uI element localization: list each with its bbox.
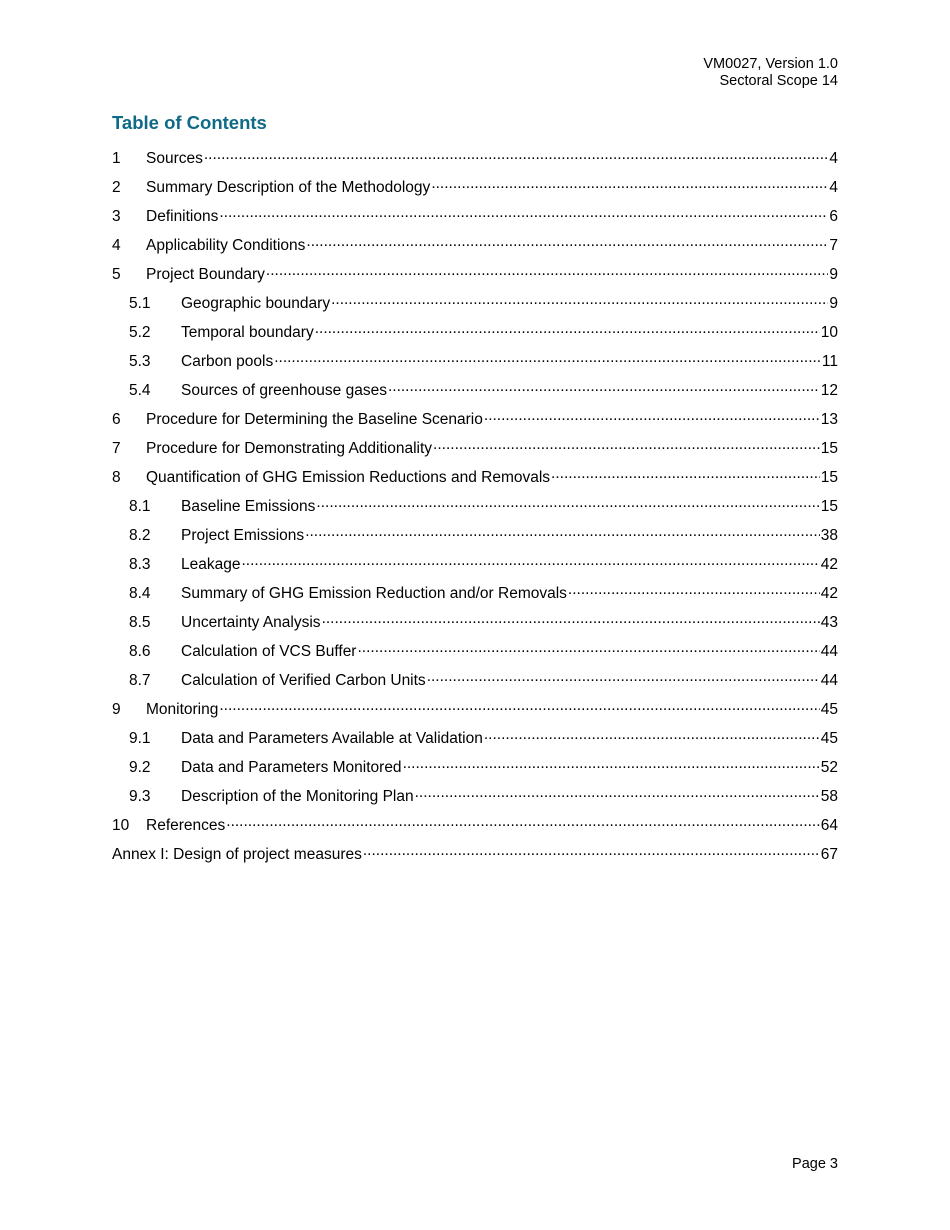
toc-entry-number: 8.2	[129, 527, 151, 544]
dot-leader	[357, 640, 819, 656]
toc-entry-page[interactable]: 43	[820, 614, 838, 631]
toc-entry-title[interactable]: Temporal boundary	[181, 324, 314, 341]
toc-entry[interactable]	[112, 727, 838, 756]
dot-leader	[403, 756, 820, 772]
toc-entry-title[interactable]: Annex I: Design of project measures	[112, 846, 362, 863]
toc-entry[interactable]	[112, 176, 838, 205]
toc-entry-number: 5.1	[129, 295, 151, 312]
toc-entry-number: 6	[112, 411, 121, 428]
toc-entry-number: 8.1	[129, 498, 151, 515]
toc-entry-title[interactable]: References	[146, 817, 226, 834]
toc-entry-page[interactable]: 10	[820, 324, 838, 341]
toc-entry-title[interactable]: Uncertainty Analysis	[181, 614, 321, 631]
toc-entry[interactable]	[112, 234, 838, 263]
toc-entry-page[interactable]: 42	[820, 556, 838, 573]
toc-entry-number: 8.6	[129, 643, 151, 660]
dot-leader	[219, 205, 828, 221]
toc-entry-number: 5	[112, 266, 121, 283]
toc-entry[interactable]	[112, 640, 838, 669]
toc-entry[interactable]	[112, 611, 838, 640]
toc-entry-title[interactable]: Procedure for Determining the Baseline Scenario	[146, 411, 483, 428]
dot-leader	[484, 727, 820, 743]
toc-entry-number: 4	[112, 237, 121, 254]
toc-entry-number: 8.3	[129, 556, 151, 573]
toc-entry-title[interactable]: Leakage	[181, 556, 241, 573]
dot-leader	[305, 524, 820, 540]
dot-leader	[306, 234, 828, 250]
toc-entry-title[interactable]: Procedure for Demonstrating Additionality	[146, 440, 433, 457]
toc-entry[interactable]	[112, 669, 838, 698]
toc-entry-page[interactable]: 6	[829, 208, 838, 225]
dot-leader	[427, 669, 820, 685]
dot-leader	[431, 176, 828, 192]
toc-entry-title[interactable]: Calculation of VCS Buffer	[181, 643, 357, 660]
toc-entry-number: 5.2	[129, 324, 151, 341]
toc-entry-number: 5.3	[129, 353, 151, 370]
toc-entry-page[interactable]: 52	[820, 759, 838, 776]
toc-entry-page[interactable]: 15	[820, 469, 838, 486]
toc-entry-number: 9.2	[129, 759, 151, 776]
toc-entry[interactable]	[112, 698, 838, 727]
dot-leader	[484, 408, 820, 424]
toc-title: Table of Contents	[112, 112, 267, 133]
page-header	[703, 56, 838, 90]
dot-leader	[204, 147, 829, 163]
toc-entry-number: 8.5	[129, 614, 151, 631]
toc-entry[interactable]	[112, 843, 838, 872]
toc-entry[interactable]	[112, 408, 838, 437]
toc-entry[interactable]	[112, 495, 838, 524]
dot-leader	[363, 843, 820, 859]
toc-entry-title[interactable]: Summary Description of the Methodology	[146, 179, 431, 196]
toc-entry-title[interactable]: Calculation of Verified Carbon Units	[181, 672, 426, 689]
toc-entry[interactable]	[112, 321, 838, 350]
toc-entry-number: 3	[112, 208, 121, 225]
toc-entry-title[interactable]: Sources of greenhouse gases	[181, 382, 387, 399]
toc-entry-page[interactable]: 9	[829, 266, 838, 283]
dot-leader	[274, 350, 821, 366]
toc-entry-title[interactable]: Quantification of GHG Emission Reductions and Removals	[146, 469, 551, 486]
toc-entry-page[interactable]: 44	[820, 643, 838, 660]
toc-entry-title[interactable]: Definitions	[146, 208, 219, 225]
toc-entry-page[interactable]: 9	[829, 295, 838, 312]
toc-entry-title[interactable]: Summary of GHG Emission Reduction and/or Removals	[181, 585, 567, 602]
toc-entry-number: 8.7	[129, 672, 151, 689]
toc-entry-title[interactable]: Geographic boundary	[181, 295, 331, 312]
page-number: Page 3	[792, 1156, 838, 1172]
dot-leader	[433, 437, 820, 453]
dot-leader	[331, 292, 828, 308]
dot-leader	[316, 495, 819, 511]
toc-entry-title[interactable]: Project Boundary	[146, 266, 265, 283]
toc-entry-number: 5.4	[129, 382, 151, 399]
toc-entry-number: 1	[112, 150, 121, 167]
toc-entry-title[interactable]: Sources	[146, 150, 203, 167]
toc-entry-number: 8.4	[129, 585, 151, 602]
dot-leader	[388, 379, 820, 395]
toc-entry[interactable]	[112, 553, 838, 582]
toc-entry[interactable]	[112, 814, 838, 843]
toc-entry-page[interactable]: 44	[820, 672, 838, 689]
toc-entry-page[interactable]: 7	[829, 237, 838, 254]
toc-entry-title[interactable]: Project Emissions	[181, 527, 305, 544]
toc-entry-number: 9.3	[129, 788, 151, 805]
toc-entry-page[interactable]: 15	[820, 498, 838, 515]
toc-entry-title[interactable]: Data and Parameters Available at Validation	[181, 730, 483, 747]
toc-entry-page[interactable]: 13	[820, 411, 838, 428]
toc-entry-page[interactable]: 38	[820, 527, 838, 544]
toc-entry-number: 9	[112, 701, 121, 718]
toc-entry[interactable]	[112, 466, 838, 495]
document-id: VM0027, Version 1.0	[703, 56, 838, 72]
dot-leader	[241, 553, 819, 569]
dot-leader	[315, 321, 820, 337]
toc-entry-title[interactable]: Description of the Monitoring Plan	[181, 788, 414, 805]
toc-entry[interactable]	[112, 437, 838, 466]
toc-entry-page[interactable]: 67	[820, 846, 838, 863]
dot-leader	[568, 582, 820, 598]
toc-entry-page[interactable]: 4	[829, 179, 838, 196]
toc-entry-title[interactable]: Applicability Conditions	[146, 237, 306, 254]
dot-leader	[322, 611, 820, 627]
toc-entry[interactable]	[112, 350, 838, 379]
toc-entry-number: 8	[112, 469, 121, 486]
toc-entry[interactable]	[112, 292, 838, 321]
toc-entry-number: 7	[112, 440, 121, 457]
dot-leader	[226, 814, 819, 830]
toc-entry-title[interactable]: Baseline Emissions	[181, 498, 316, 515]
toc-entry-title[interactable]: Carbon pools	[181, 353, 274, 370]
toc-entry-page[interactable]: 11	[821, 353, 838, 370]
toc-entry[interactable]	[112, 379, 838, 408]
toc-list	[112, 147, 838, 872]
toc-entry-page[interactable]: 4	[829, 150, 838, 167]
toc-entry[interactable]	[112, 263, 838, 292]
toc-entry[interactable]	[112, 785, 838, 814]
toc-entry[interactable]	[112, 756, 838, 785]
toc-entry-page[interactable]: 45	[820, 730, 838, 747]
dot-leader	[266, 263, 828, 279]
toc-entry[interactable]	[112, 147, 838, 176]
toc-entry-page[interactable]: 15	[820, 440, 838, 457]
toc-entry-number: 10	[112, 817, 130, 834]
toc-entry-page[interactable]: 45	[820, 701, 838, 718]
toc-entry-number: 2	[112, 179, 121, 196]
toc-entry-page[interactable]: 42	[820, 585, 838, 602]
toc-entry-title[interactable]: Data and Parameters Monitored	[181, 759, 402, 776]
dot-leader	[551, 466, 820, 482]
toc-entry[interactable]	[112, 582, 838, 611]
dot-leader	[219, 698, 819, 714]
toc-entry[interactable]	[112, 524, 838, 553]
toc-entry[interactable]	[112, 205, 838, 234]
sectoral-scope: Sectoral Scope 14	[719, 73, 838, 89]
toc-entry-page[interactable]: 58	[820, 788, 838, 805]
dot-leader	[415, 785, 820, 801]
toc-entry-title[interactable]: Monitoring	[146, 701, 219, 718]
toc-entry-number: 9.1	[129, 730, 151, 747]
toc-entry-page[interactable]: 64	[820, 817, 838, 834]
toc-entry-page[interactable]: 12	[820, 382, 838, 399]
